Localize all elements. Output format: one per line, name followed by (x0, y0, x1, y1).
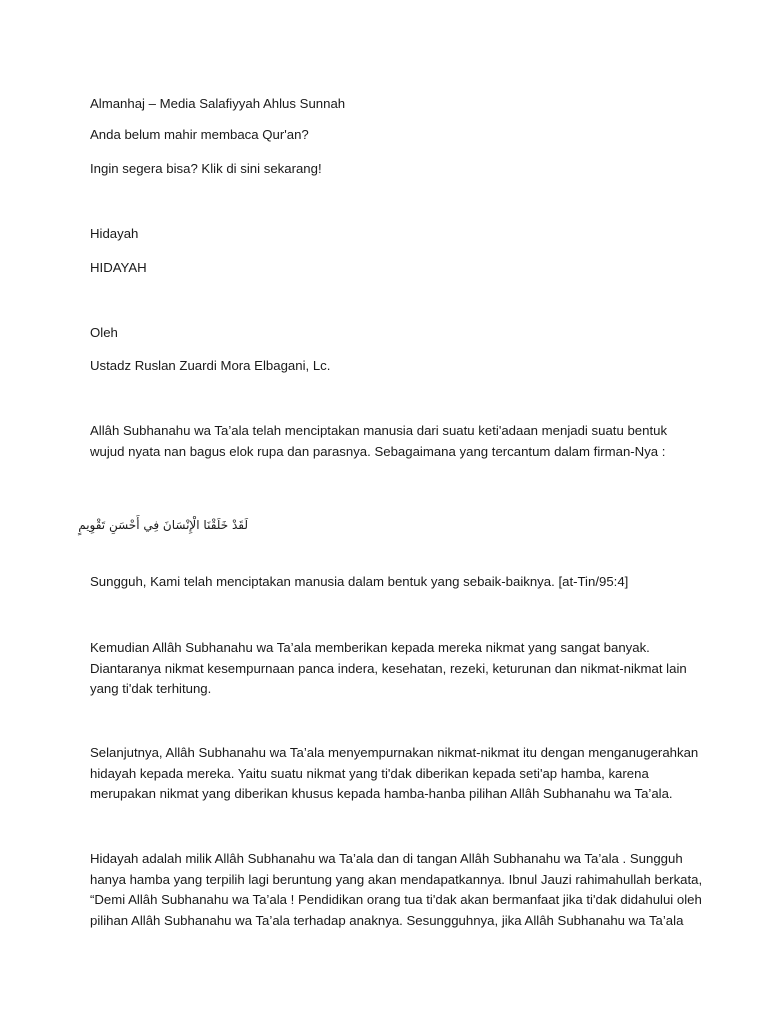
paragraph-3-line: Selanjutnya, Allâh Subhanahu wa Ta’ala menyempurnakan nikmat-nikmat itu dengan menganugerahkan (90, 745, 699, 760)
paragraph-1-line: wujud nyata nan bagus elok rupa dan parasnya. Sebagaimana yang tercantum dalam firman-Nya : (90, 443, 666, 459)
quran-ad-question: Anda belum mahir membaca Qur'an? (90, 127, 309, 142)
paragraph-3-line: merupakan nikmat yang diberikan khusus kepada hamba-hanba pilihan Allâh Subhanahu wa Ta’ala. (90, 786, 673, 801)
paragraph-4-line: “Demi Allâh Subhanahu wa Ta’ala ! Pendidikan orang tua ti'dak akan bermanfaat jika ti'dak didahului oleh (90, 892, 702, 907)
paragraph-2-line: yang ti'dak terhitung. (90, 681, 212, 696)
paragraph-2-line: Kemudian Allâh Subhanahu wa Ta’ala memberikan kepada mereka nikmat yang sangat banyak. (90, 640, 650, 655)
author-name: Ustadz Ruslan Zuardi Mora Elbagani, Lc. (90, 358, 331, 373)
paragraph-4-line: hanya hamba yang terpilih lagi beruntung yang akan mendapatkannya. Ibnul Jauzi rahimahullah berkata, (90, 871, 703, 887)
author-by-label: Oleh (90, 325, 118, 340)
paragraph-3-line: hidayah kepada mereka. Yaitu suatu nikmat yang ti'dak diberikan kepada seti'ap hamba, karena (90, 765, 649, 781)
arabic-verse: لَقَدْ خَلَقْنَا الْإِنْسَانَ فِي أَحْسَنِ تَقْوِيمٍ (78, 518, 248, 532)
paragraph-2 (90, 638, 690, 700)
paragraph-4 (90, 849, 703, 931)
article-category: Hidayah (90, 226, 139, 241)
paragraph-2-line: Diantaranya nikmat kesempurnaan panca indera, kesehatan, rezeki, keturunan dan nikmat-nikmat lain (90, 660, 687, 676)
paragraph-1 (90, 421, 690, 462)
quran-ad-link-text: Ingin segera bisa? Klik di sini sekarang! (90, 161, 322, 176)
article-title: HIDAYAH (90, 260, 147, 275)
site-name-line: Almanhaj – Media Salafiyyah Ahlus Sunnah (90, 96, 346, 111)
verse-translation: Sungguh, Kami telah menciptakan manusia dalam bentuk yang sebaik-baiknya. [at-Tin/95:4] (90, 574, 629, 589)
paragraph-1-line: Allâh Subhanahu wa Ta’ala telah menciptakan manusia dari suatu keti'adaan menjadi suatu bentuk (90, 423, 668, 438)
paragraph-4-line: pilihan Allâh Subhanahu wa Ta’ala terhadap anaknya. Sesungguhnya, jika Allâh Subhanahu wa Ta’ala (90, 912, 684, 928)
paragraph-4-line: Hidayah adalah milik Allâh Subhanahu wa Ta’ala dan di tangan Allâh Subhanahu wa Ta’ala . Sungguh (90, 851, 683, 866)
paragraph-3 (90, 743, 699, 805)
